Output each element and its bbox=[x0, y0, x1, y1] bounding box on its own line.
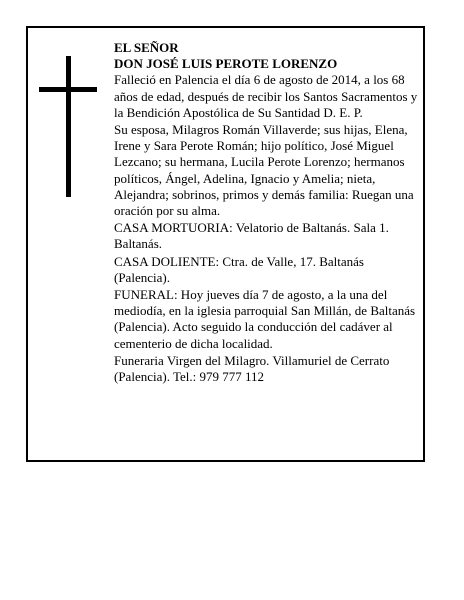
family-list: Su esposa, Milagros Román Villaverde; sus hijas, Elena, Irene y Sara Perote Román; hijo político, José Miguel Lezcano; su hermana, Lucila Perote Lorenzo; hermanos políticos, Ángel, Adelina, Ignacio y Amelia; nieta, Alejandra; sobrinos, primos y demás familia: Ruegan una oración por su alma. bbox=[114, 122, 414, 219]
obituary-notice bbox=[26, 26, 425, 462]
casa-doliente: CASA DOLIENTE: Ctra. de Valle, 17. Baltanás (Palencia). bbox=[114, 253, 364, 285]
notice-title: EL SEÑOR bbox=[114, 40, 179, 55]
casa-mortuoria: CASA MORTUORIA: Velatorio de Baltanás. Sala 1. Baltanás. bbox=[114, 220, 389, 252]
funeral-home: Funeraria Virgen del Milagro. Villamuriel de Cerrato (Palencia). Tel.: 979 777 112 bbox=[114, 352, 390, 385]
deceased-name: DON JOSÉ LUIS PEROTE LORENZO bbox=[114, 56, 338, 72]
death-announcement: Falleció en Palencia el día 6 de agosto de 2014, a los 68 años de edad, después de recibir los Santos Sacramentos y la Bendición Apostólica de Su Santidad D. E. P. bbox=[114, 72, 418, 120]
cross-horizontal-bar bbox=[39, 87, 97, 92]
cross-vertical-bar bbox=[66, 56, 71, 197]
funeral-details: FUNERAL: Hoy jueves día 7 de agosto, a la una del mediodía, en la iglesia parroquial San Millán, de Baltanás (Palencia). Acto seguido la conducción del cadáver al cementerio de dicha localidad. bbox=[114, 287, 416, 351]
notice-text bbox=[114, 40, 418, 386]
